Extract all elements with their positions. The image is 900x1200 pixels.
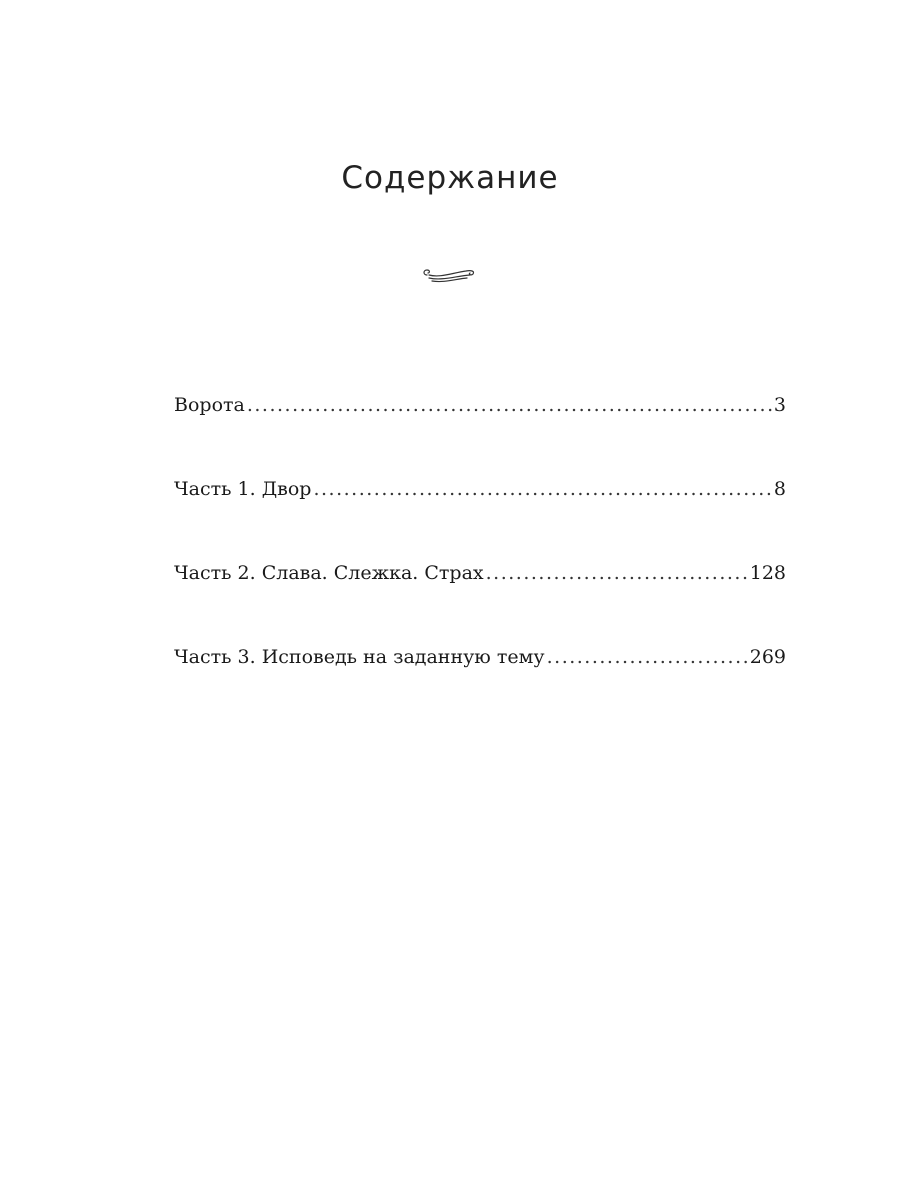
toc-entry[interactable] [174, 558, 786, 642]
toc-entry[interactable] [174, 390, 786, 474]
toc-dot-leader [547, 642, 748, 672]
page-title: Содержание [341, 160, 559, 196]
toc-entry-title: Часть 1. Двор [174, 478, 312, 500]
table-of-contents [174, 390, 786, 726]
toc-dot-leader [247, 390, 772, 420]
toc-entry[interactable] [174, 642, 786, 726]
toc-dot-leader [313, 474, 771, 504]
toc-entry-page: 128 [749, 562, 786, 584]
toc-dot-leader [486, 558, 748, 588]
toc-entry-title: Ворота [174, 394, 245, 416]
toc-entry-page: 3 [773, 394, 786, 416]
flourish-ornament-icon [420, 262, 480, 288]
toc-entry[interactable] [174, 474, 786, 558]
toc-entry-page: 8 [773, 478, 786, 500]
toc-entry-title: Часть 3. Исповедь на заданную тему [174, 646, 545, 668]
toc-entry-page: 269 [749, 646, 786, 668]
toc-entry-title: Часть 2. Слава. Слежка. Страх [174, 562, 484, 584]
